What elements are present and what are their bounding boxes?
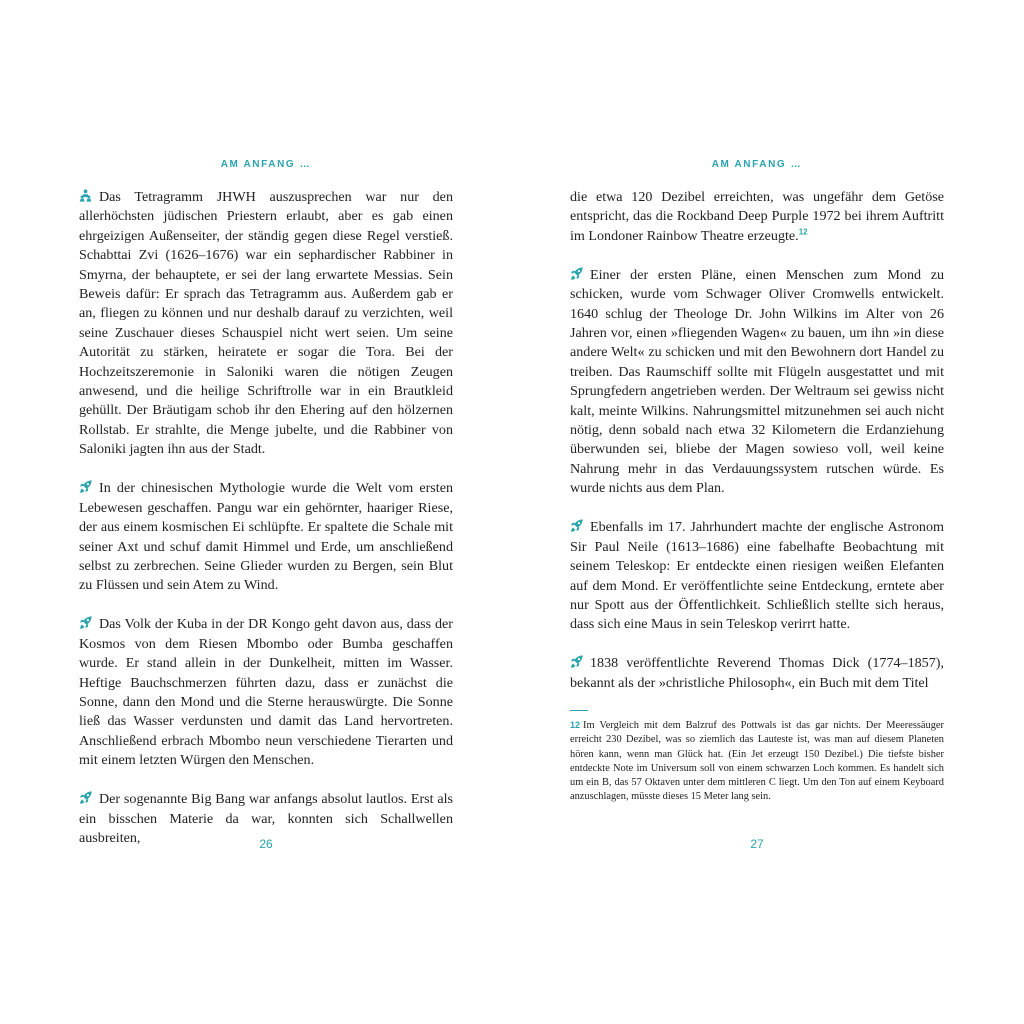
paragraph: 1838 veröffentlichte Reverend Thomas Dick (1774–1857), bekannt als der »christliche Philosoph«, ein Buch mit dem Titel bbox=[570, 655, 944, 691]
paragraph: Der sogenannte Big Bang war anfangs absolut lautlos. Erst als ein bisschen Materie da war, konnten sich Schallwellen ausbreiten, bbox=[79, 791, 453, 846]
running-head-left: AM ANFANG … bbox=[220, 159, 312, 170]
rocket-icon bbox=[570, 519, 583, 532]
footnote bbox=[570, 718, 944, 805]
right-text-block bbox=[570, 188, 944, 713]
paragraph: Das Tetragramm JHWH auszusprechen war nur den allerhöchsten jüdischen Priestern erlaubt, aber es gab einen ehrgeizigen Außenseiter, der ständig gegen diese Regel verstieß. Schabttai Zvi (1626–1676) war ein sephardischer Rabbiner in Smyrna, der behauptete, er sei der lang erwartete Messias. Sein Beweis dafür: Er sprach das Tetragramm aus. Außerdem gab er an, fliegen zu können und nur deshalb darauf zu verzichten, weil seine Zuschauer dieses Schauspiel nicht wert seien. Um seine Autorität zu stärken, heiratete er sogar die Tora. Bei der Hochzeitszeremonie in Saloniki waren die nötigen Zeugen anwesend, und die heilige Schriftrolle war in ein Brautkleid gehüllt. Der Bräutigam schob ihr den Ehering auf den hölzernen Rollstab. Er strahlte, die Menge jubelte, und die Rabbiner von Saloniki jagten ihn aus der Stadt. bbox=[79, 189, 453, 458]
continuation-paragraph: die etwa 120 Dezibel erreichten, was ungefähr dem Getöse entspricht, das die Rockband Deep Purple 1972 bei ihrem Auftritt im Londoner Rainbow Theatre erzeugte.$^{12}$ bbox=[570, 189, 944, 244]
page-number-right: 27 bbox=[750, 837, 764, 851]
footnote-text: Im Vergleich mit dem Balzruf des Pottwals ist das gar nichts. Der Meeressäuger erreicht 230 Dezibel, was so ziemlich das Lauteste ist, was man auf diesem Planeten hören kann, wenn man Glück hat. (Ein Jet erzeugt 150 Dezibel.) Die tiefste bisher entdeckte Note im Universum soll von einem schwarzen Loch kommen. Es handelt sich um ein B, das 57 Oktaven unter dem mittleren C liegt. Um den Ton auf einem Keyboard anzuschlagen, müsste dieses 15 Meter lang sein. bbox=[570, 720, 944, 803]
footnote-number: 12 bbox=[570, 720, 581, 730]
paragraph: Das Volk der Kuba in der DR Kongo geht davon aus, dass der Kosmos von dem Riesen Mbombo oder Bumba geschaffen wurde. Er stand allein in der Dunkelheit, mitten im Wasser. Heftige Bauchschmerzen führten dazu, dass er zunächst die Sonne, dann den Mond und die Sterne herauswürgte. Die Sonne ließ das Wasser verdunsten und damit das Land hervortreten. Anschließend erbrach Mbombo neun verschiedene Tierarten und mit einem letzten Würgen den Menschen. bbox=[79, 616, 453, 769]
people-group-icon bbox=[79, 189, 92, 202]
paragraph: In der chinesischen Mythologie wurde die Welt vom ersten Lebewesen geschaffen. Pangu war ein gehörnter, haariger Riese, der aus einem kosmischen Ei schlüpfte. Er spaltete die Schale mit seiner Axt und schuf damit Himmel und Erde, um anschließend selbst zu zerbrechen. Seine Glieder wurden zu Bergen, sein Blut zu Flüssen und sein Atem zu Wind. bbox=[79, 480, 453, 594]
rocket-icon bbox=[79, 616, 92, 629]
running-head-right: AM ANFANG … bbox=[711, 159, 803, 170]
footnote-reference[interactable]: 12 bbox=[798, 227, 808, 237]
left-page bbox=[79, 0, 453, 1024]
paragraph: Einer der ersten Pläne, einen Menschen zum Mond zu schicken, wurde vom Schwager Oliver Cromwells entwickelt. 1640 schlug der Theologe Dr. John Wilkins im Alter von 26 Jahren vor, einen »fliegenden Wagen« zu bauen, um ihn »in diese andere Welt« zu schicken und mit den Bewohnern dort Handel zu treiben. Das Raumschiff sollte mit Flügeln ausgestattet und mit Sprungfedern angetrieben werden. Der Weltraum sei gewiss nicht kalt, meinte Wilkins. Nahrungsmittel mitzunehmen sei auch nicht nötig, denn sobald nach etwa 32 Kilometern die Erdanziehung überwunden sei, bliebe der Magen sowieso voll, weil keine Nahrung mehr in das Verdauungssystem rutschen würde. Es wurde nichts aus dem Plan. bbox=[570, 266, 944, 497]
left-text-block bbox=[79, 188, 453, 868]
rocket-icon bbox=[79, 791, 92, 804]
paragraph: Ebenfalls im 17. Jahrhundert machte der englische Astronom Sir Paul Neile (1613–1686) eine fabelhafte Beobachtung mit seinem Teleskop: Er entdeckte einen riesigen weißen Elefanten auf dem Mond. Er veröffentlichte seine Entdeckung, erntete aber nur Spott aus der Öffentlichkeit. Schließlich stellte sich heraus, dass sich eine Maus in sein Teleskop verirrt hatte. bbox=[570, 519, 944, 633]
right-page bbox=[570, 0, 944, 1024]
page-number-left: 26 bbox=[259, 837, 273, 851]
rocket-icon bbox=[570, 267, 583, 280]
rocket-icon bbox=[79, 480, 92, 493]
footnote-divider bbox=[570, 710, 588, 711]
rocket-icon bbox=[570, 655, 583, 668]
